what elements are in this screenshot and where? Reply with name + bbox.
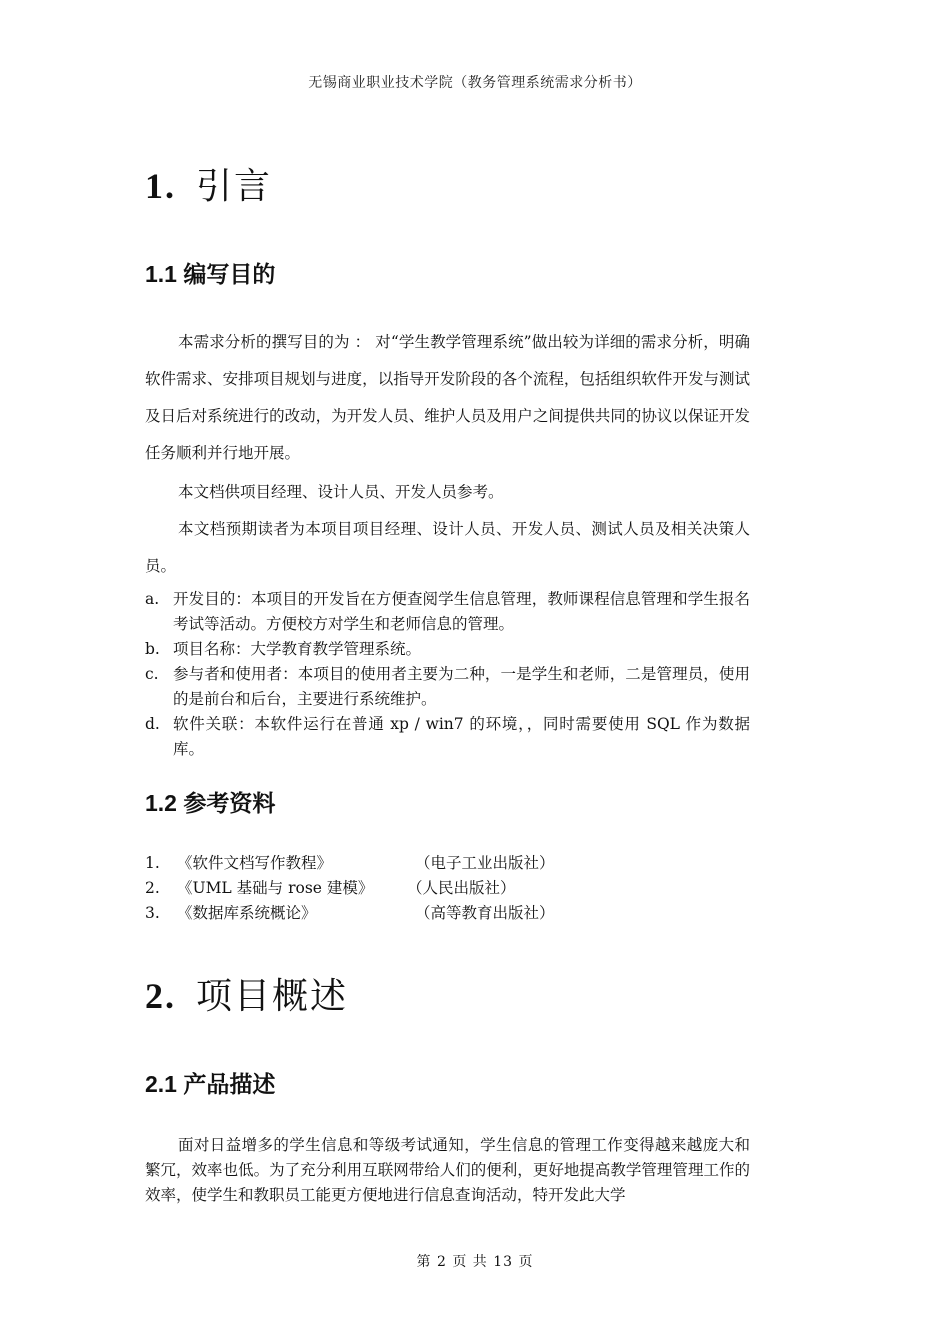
list-item <box>145 712 750 762</box>
page-footer <box>0 1251 950 1271</box>
page-header: 无锡商业职业技术学院（教务管理系统需求分析书） <box>308 75 642 91</box>
section-title: 项目概述 <box>196 976 349 1017</box>
reference-publisher: （电子工业出版社） <box>415 854 555 872</box>
section-heading-1 <box>145 158 272 209</box>
reference-number: 3. <box>145 904 160 922</box>
list-marker: a. <box>145 590 160 608</box>
reference-number: 1. <box>145 854 160 872</box>
section-title: 引言 <box>196 166 273 207</box>
list-marker: b. <box>145 640 160 658</box>
reference-publisher: （人民出版社） <box>407 879 516 897</box>
list-item-text: 开发目的：本项目的开发旨在方便查阅学生信息管理，教师课程信息管理和学生报名考试等活动。方便校方对学生和老师信息的管理。 <box>173 590 750 633</box>
reference-title: 《软件文档写作教程》 <box>177 854 333 872</box>
reference-title: 《UML 基础与 rose 建模》 <box>177 879 374 897</box>
list-marker: c. <box>145 665 159 683</box>
subsection-heading-1-1: 1.1 编写目的 <box>145 261 276 287</box>
reference-title: 《数据库系统概论》 <box>177 904 317 922</box>
list-item <box>145 662 750 712</box>
paragraph: 本需求分析的撰写目的为 ： 对“学生教学管理系统”做出较为详细的需求分析，明确软件需求、安排项目规划与进度，以指导开发阶段的各个流程，包括组织软件开发与测试及日后对系统进行的改动，为开发人员、维护人员及用户之间提供共同的协议以保证开发任务顺利并行地开展。 <box>145 333 750 462</box>
list-marker: d. <box>145 715 160 733</box>
section-number: 1. <box>145 166 176 206</box>
list-item <box>145 587 750 637</box>
paragraph: 本文档预期读者为本项目项目经理、设计人员、开发人员、测试人员及相关决策人员。 <box>145 520 750 575</box>
reference-number: 2. <box>145 879 160 897</box>
reference-publisher: （高等教育出版社） <box>415 904 555 922</box>
paragraph: 本文档供项目经理、设计人员、开发人员参考。 <box>178 483 504 501</box>
paragraph: 面对日益增多的学生信息和等级考试通知，学生信息的管理工作变得越来越庞大和繁冗，效率也低。为了充分利用互联网带给人们的便利，更好地提高教学管理管理工作的效率，使学生和教职员工能更方便地进行信息查询活动，特开发此大学 <box>145 1136 750 1204</box>
purpose-list <box>145 587 750 762</box>
footer-prefix: 第 <box>416 1254 432 1270</box>
subsection-heading-2-1: 2.1 产品描述 <box>145 1071 276 1097</box>
section-heading-2 <box>145 968 348 1019</box>
footer-page-number: 2 <box>436 1254 447 1270</box>
list-item-text: 项目名称：大学教育教学管理系统。 <box>173 640 422 658</box>
list-item-text: 软件关联：本软件运行在普通 xp / win7 的环境，，同时需要使用 SQL 作为数据库。 <box>173 715 750 758</box>
list-item-text: 参与者和使用者：本项目的使用者主要为二种，一是学生和老师，二是管理员，使用的是前台和后台，主要进行系统维护。 <box>173 665 750 708</box>
footer-total-pages: 13 <box>493 1254 514 1270</box>
list-item <box>145 637 750 662</box>
subsection-heading-1-2: 1.2 参考资料 <box>145 790 276 816</box>
footer-middle: 页 共 <box>452 1254 488 1270</box>
footer-suffix: 页 <box>518 1254 534 1270</box>
section-number: 2. <box>145 976 176 1016</box>
